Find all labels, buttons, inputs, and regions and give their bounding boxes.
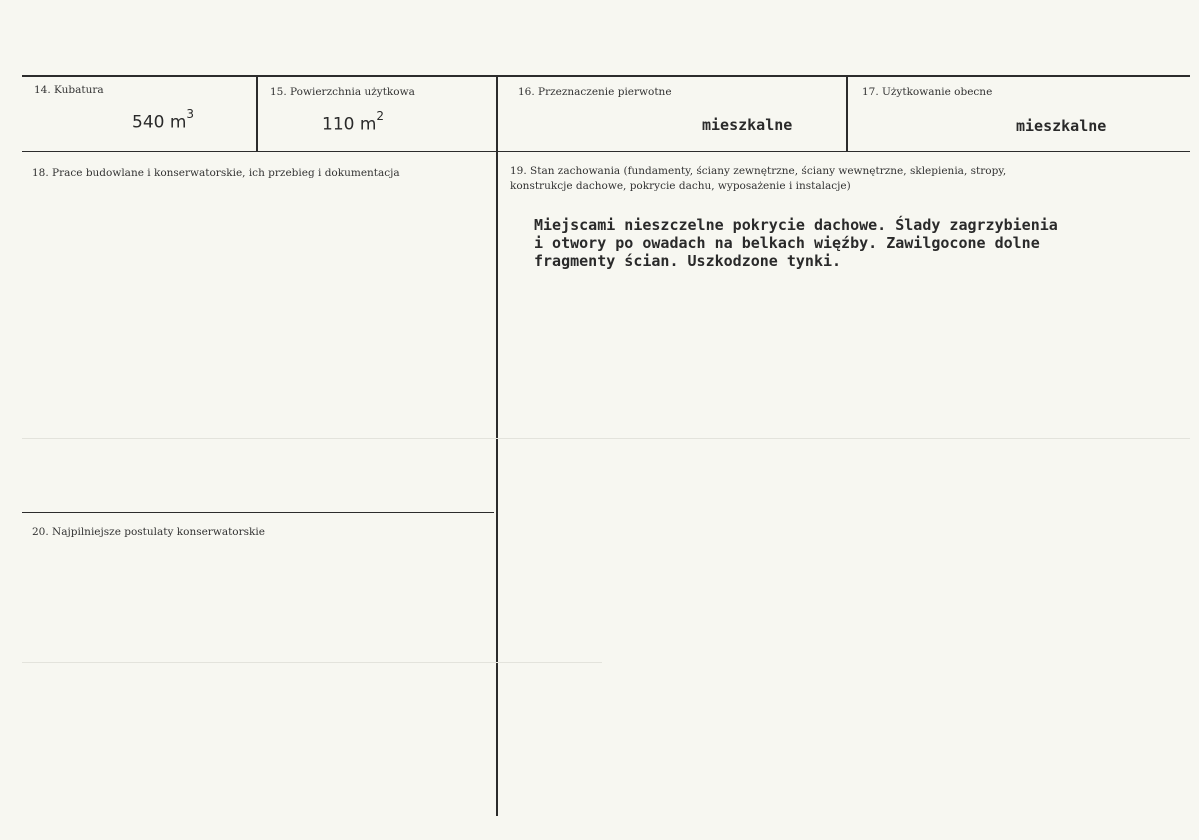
powierzchnia-label: 15. Powierzchnia użytkowa [270,86,415,98]
kubatura-label: 14. Kubatura [34,84,104,96]
stan-zachowania-line-1: Miejscami nieszczelne pokrycie dachowe. Ślady zagrzybienia [534,216,1058,234]
row-divider-line [22,151,1190,152]
stan-zachowania-text [534,216,1154,270]
stan-zachowania-label-line2: konstrukcje dachowe, pokrycie dachu, wyposażenie i instalacje) [510,180,851,192]
stan-zachowania-line-2: i otwory po owadach na belkach więźby. Zawilgocone dolne [534,234,1040,252]
powierzchnia-value [322,109,385,135]
divider-14-15 [256,76,258,152]
top-border-line [22,75,1190,77]
postulaty-label: 20. Najpilniejsze postulaty konserwatorskie [32,526,265,538]
show-through-line [22,662,602,663]
divider-15-16 [496,76,498,816]
prace-budowlane-label: 18. Prace budowlane i konserwatorskie, ich przebieg i dokumentacja [32,167,400,179]
przeznaczenie-value: mieszkalne [702,116,793,134]
uzytkowanie-value: mieszkalne [1016,117,1107,135]
kubatura-value [132,107,195,133]
powierzchnia-number: 110 m [322,114,377,135]
przeznaczenie-label: 16. Przeznaczenie pierwotne [518,86,672,98]
stan-zachowania-line-3: fragmenty ścian. Uszkodzone tynki. [534,252,842,270]
divider-18-20 [22,512,494,513]
divider-16-17 [846,76,848,152]
stan-zachowania-label-line1: 19. Stan zachowania (fundamenty, ściany zewnętrzne, ściany wewnętrzne, sklepienia, stropy, [510,165,1007,177]
powierzchnia-unit-exponent: 2 [376,109,385,123]
kubatura-number: 540 m [132,112,187,133]
show-through-line [22,438,1190,439]
uzytkowanie-label: 17. Użytkowanie obecne [862,86,993,98]
kubatura-unit-exponent: 3 [186,107,195,121]
